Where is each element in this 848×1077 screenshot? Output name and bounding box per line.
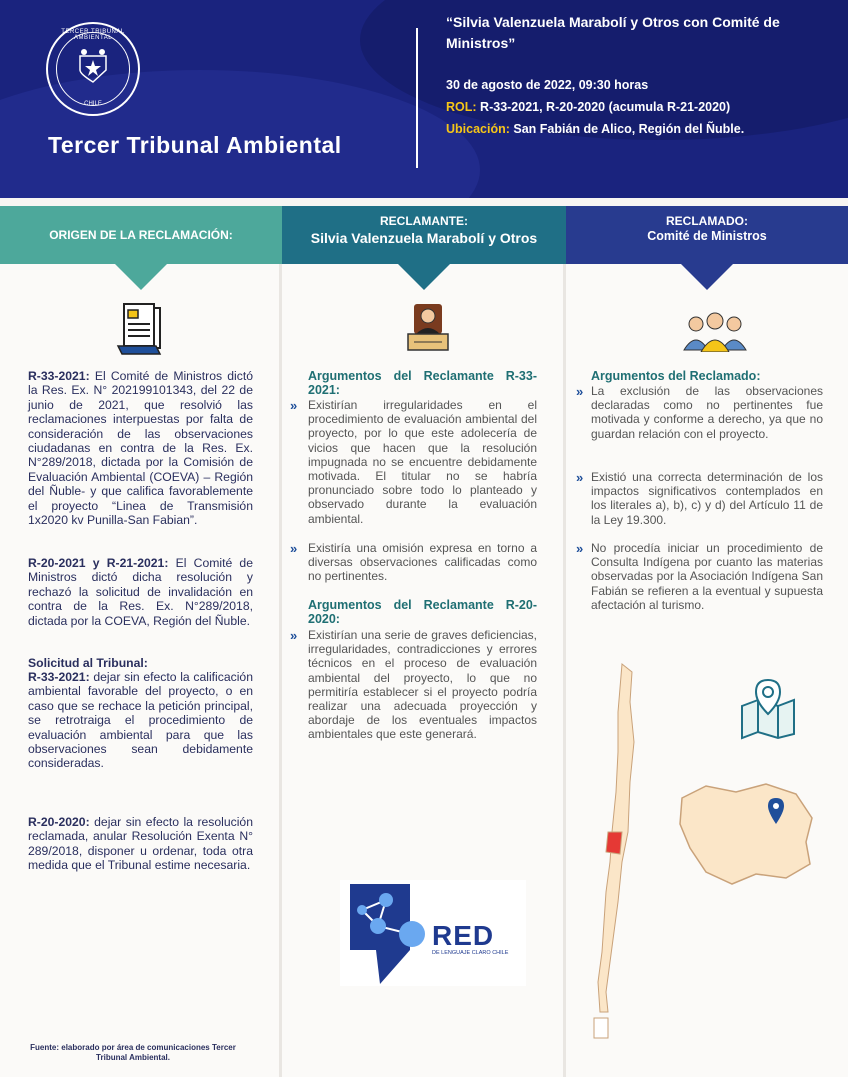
origin-band-title: ORIGEN DE LA RECLAMACIÓN: — [49, 228, 233, 242]
claimant-band-name: Silvia Valenzuela Marabolí y Otros — [310, 230, 538, 246]
seal-bottom-text: CHILE — [84, 101, 102, 107]
judge-icon — [404, 302, 452, 354]
origin-paragraph-2: R-20-2021 y R-21-2021: El Comité de Ministros dictó dicha resolución y rechazó la solicitud de invalidación en contra de la Res. Ex. N°289/2018, dictada por la COEVA, Región del Ñuble. — [28, 556, 253, 628]
header-divider — [416, 28, 418, 168]
case-rol: ROL: R-33-2021, R-20-2020 (acumula R-21-2020) — [446, 100, 731, 114]
chevron-icon: » — [290, 628, 298, 643]
case-location: Ubicación: San Fabián de Alico, Región del Ñuble. — [446, 122, 745, 136]
chevron-icon: » — [576, 384, 584, 399]
respondent-argument-1: La exclusión de las observaciones declaradas como no pertinentes fue motivada y conforme a derecho, ya que no guardan relación con el proyecto. — [591, 384, 823, 441]
claimant-argument-2: Existiría una omisión expresa en torno a diversas observaciones calificadas como no pertinentes. — [308, 541, 537, 584]
red-lenguaje-claro-logo — [340, 880, 526, 986]
coat-of-arms-icon — [76, 48, 110, 84]
chevron-icon: » — [576, 470, 584, 485]
claimant-argument-1: Existirían irregularidades en el procedimiento de evaluación ambiental del proyecto, por lo que este adolecería de vicios que hacen que la resolución impugnada no se encuentre debidamente motivada. El titular no se habría pronunciado sobre todo lo planteado y observado durante la evaluación ambiental. — [308, 398, 537, 526]
document-icon — [116, 302, 166, 358]
nuble-region-map — [676, 778, 816, 888]
chile-map — [592, 662, 654, 1044]
origin-band — [0, 206, 282, 264]
respondent-argument-2: Existió una correcta determinación de los impactos significativos contemplados en los literales a), b), c) y d) del Artículo 11 de la Ley 19.300. — [591, 470, 823, 527]
brand-name: Tercer Tribunal Ambiental — [48, 132, 342, 158]
claimant-heading-2: Argumentos del Reclamante R-20-2020: — [308, 598, 537, 626]
chevron-icon: » — [290, 541, 298, 556]
group-icon — [682, 310, 748, 352]
case-title: “Silvia Valenzuela Marabolí y Otros con Comité de Ministros” — [446, 14, 780, 51]
respondent-band — [566, 206, 848, 264]
map-pin-icon — [736, 676, 800, 740]
origin-paragraph-1: R-33-2021: El Comité de Ministros dictó la Res. Ex. N° 202199101343, del 22 de junio de 2021, que resolvió las reclamaciones interpuestas por falta de consideración de las observaciones ciudadanas en contra de la Res. Ex. N°289/2018, dictada por la Comisión de Evaluación Ambiental (COEVA) – Región del Ñuble- y que califica favorablemente el proyecto “Linea de Transmisión 1x2020 kv Punilla-San Fabian”. — [28, 369, 253, 528]
respondent-heading: Argumentos del Reclamado: — [591, 369, 761, 383]
chevron-icon: » — [576, 541, 584, 556]
claimant-argument-3: Existirían una serie de graves deficiencias, irregularidades, contradicciones y errores técnicos en el proceso de evaluación ambiental del proyecto, lo que no permitiría establecer si el proyecto podría realizar una adecuada proyección y abordaje de los eventuales impactos ambientales que este generará. — [308, 628, 537, 742]
case-date: 30 de agosto de 2022, 09:30 horas — [446, 78, 649, 92]
respondent-band-name: Comité de Ministros — [647, 229, 767, 243]
source-footer: Fuente: elaborado por área de comunicaciones Tercer Tribunal Ambiental. — [30, 1043, 236, 1062]
logo-wordmark: RED — [432, 920, 495, 951]
claimant-heading-1: Argumentos del Reclamante R-33-2021: — [308, 369, 537, 397]
respondent-argument-3: No procedía iniciar un procedimiento de Consulta Indígena por cuanto las materias observadas por la Asociación Indígena San Fabián se refieren a la eventual y supuesta afectación al turismo. — [591, 541, 823, 612]
respondent-band-label: RECLAMADO: — [666, 214, 748, 228]
seal-top-text: TERCER TRIBUNAL AMBIENTAL — [61, 29, 125, 41]
header — [0, 0, 848, 198]
claimant-band-label: RECLAMANTE: — [380, 214, 468, 228]
claimant-band — [282, 206, 566, 264]
origin-paragraph-3: R-33-2021: dejar sin efecto la calificación ambiental favorable del proyecto, o en caso que se rechace la petición principal, se retrotraiga el procedimiento de evaluación ambiental para que las observaciones sean debidamente consideradas. — [28, 670, 253, 771]
tribunal-seal — [46, 22, 140, 116]
request-heading: Solicitud al Tribunal: — [28, 656, 148, 670]
chevron-icon: » — [290, 398, 298, 413]
origin-paragraph-4: R-20-2020: dejar sin efecto la resolución reclamada, anular Resolución Exenta N° 289/2018, disponer u ordenar, toda otra medida que el Tribunal estime necesaria. — [28, 815, 253, 873]
logo-subtitle: DE LENGUAJE CLARO CHILE — [432, 950, 509, 956]
